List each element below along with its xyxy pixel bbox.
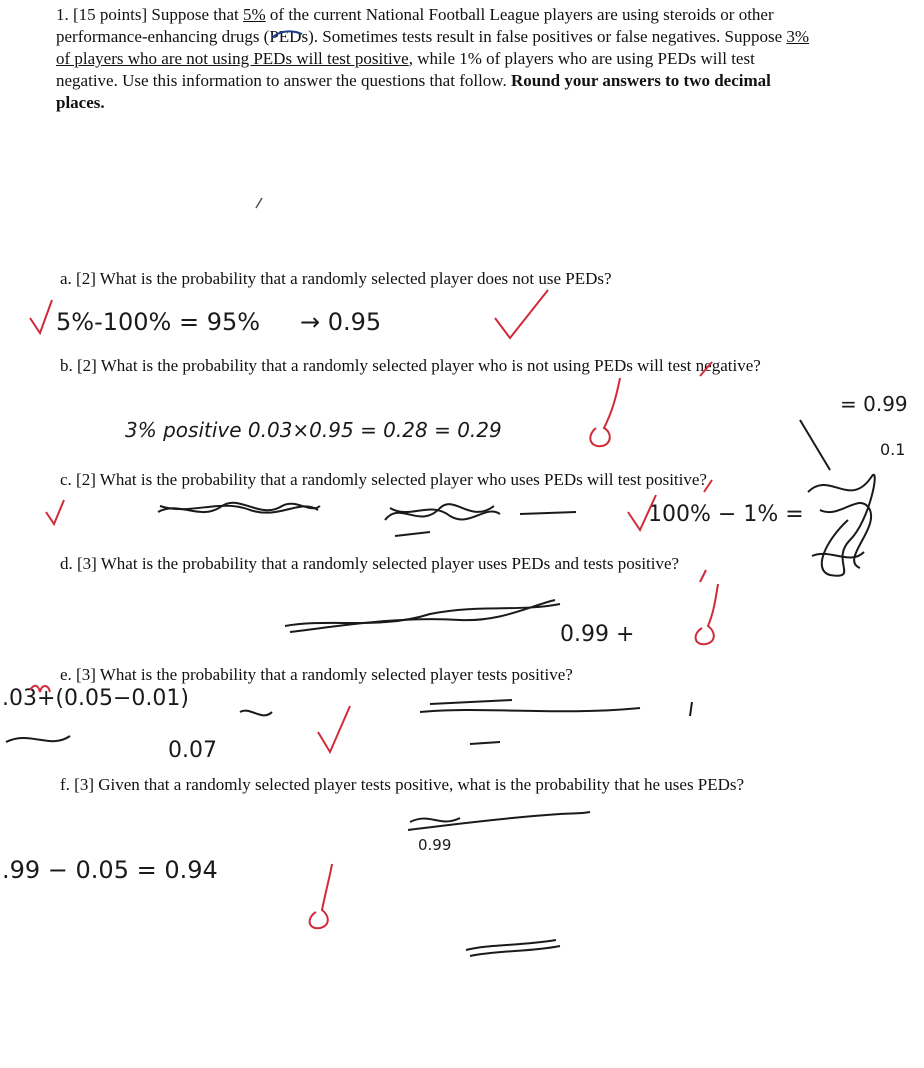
question-f: f. [3] Given that a randomly selected player tests positive, what is the probability that he uses PEDs? bbox=[60, 775, 745, 794]
scribble-f bbox=[408, 812, 590, 956]
scribble-c-left bbox=[158, 503, 320, 513]
rounding-instruction: Round your answers to two decimal places. bbox=[56, 71, 771, 112]
question-b: b. [2] What is the probability that a randomly selected player who is not using PEDs will test negative? bbox=[60, 356, 761, 375]
intro-text-2: of the current National Football League players are using steroids or other performance-enhancing drugs (PEDs). Sometimes tests result in false positives or false negatives. Suppose bbox=[56, 5, 787, 46]
intro-text-3: , while 1% of players who are using PEDs will test negative. Use this information to answer the questions that follow. bbox=[56, 49, 755, 90]
question-e: e. [3] What is the probability that a randomly selected player tests positive? bbox=[60, 665, 573, 684]
check-mark-icon bbox=[318, 706, 350, 752]
answer-f-crossed-value: 0.99 bbox=[418, 836, 452, 854]
answer-e-value: 0.07 bbox=[168, 738, 217, 763]
intro-text-1: 1. [15 points] Suppose that bbox=[56, 5, 243, 24]
scribble-c-middle bbox=[385, 504, 576, 536]
answer-b-side-2: 0.1 bbox=[880, 440, 906, 459]
deduction-mark-icon bbox=[590, 378, 620, 446]
answer-d-value: 0.99 + bbox=[560, 622, 635, 647]
problem-statement bbox=[56, 4, 816, 114]
answer-e-work: .03+(0.05−0.01) bbox=[2, 686, 189, 711]
underlined-3-percent-clause: 3% of players who are not using PEDs will test positive bbox=[56, 27, 810, 68]
answer-f-work: .99 − 0.05 = 0.94 bbox=[2, 856, 218, 884]
check-mark-icon bbox=[46, 500, 64, 524]
question-a: a. [2] What is the probability that a randomly selected player does not use PEDs? bbox=[60, 269, 612, 288]
answer-a-work: 5%-100% = 95% bbox=[56, 308, 261, 336]
stray-mark bbox=[256, 198, 262, 208]
check-mark-icon bbox=[495, 290, 548, 338]
answer-b-work: 3% positive 0.03×0.95 = 0.28 = 0.29 bbox=[125, 418, 502, 442]
question-c: c. [2] What is the probability that a randomly selected player who uses PEDs will test positive? bbox=[60, 470, 707, 489]
question-d: d. [3] What is the probability that a randomly selected player uses PEDs and tests positive? bbox=[60, 554, 680, 573]
answer-c-work: 100% − 1% = bbox=[648, 502, 804, 527]
scribble-d bbox=[285, 600, 560, 632]
deduction-mark-icon bbox=[310, 864, 332, 928]
underlined-5-percent: 5% bbox=[243, 5, 266, 24]
check-mark-icon bbox=[30, 300, 52, 333]
deduction-mark-icon bbox=[696, 584, 718, 644]
answer-b-side: = 0.99 bbox=[840, 392, 908, 416]
answer-a-value: → 0.95 bbox=[300, 308, 382, 336]
